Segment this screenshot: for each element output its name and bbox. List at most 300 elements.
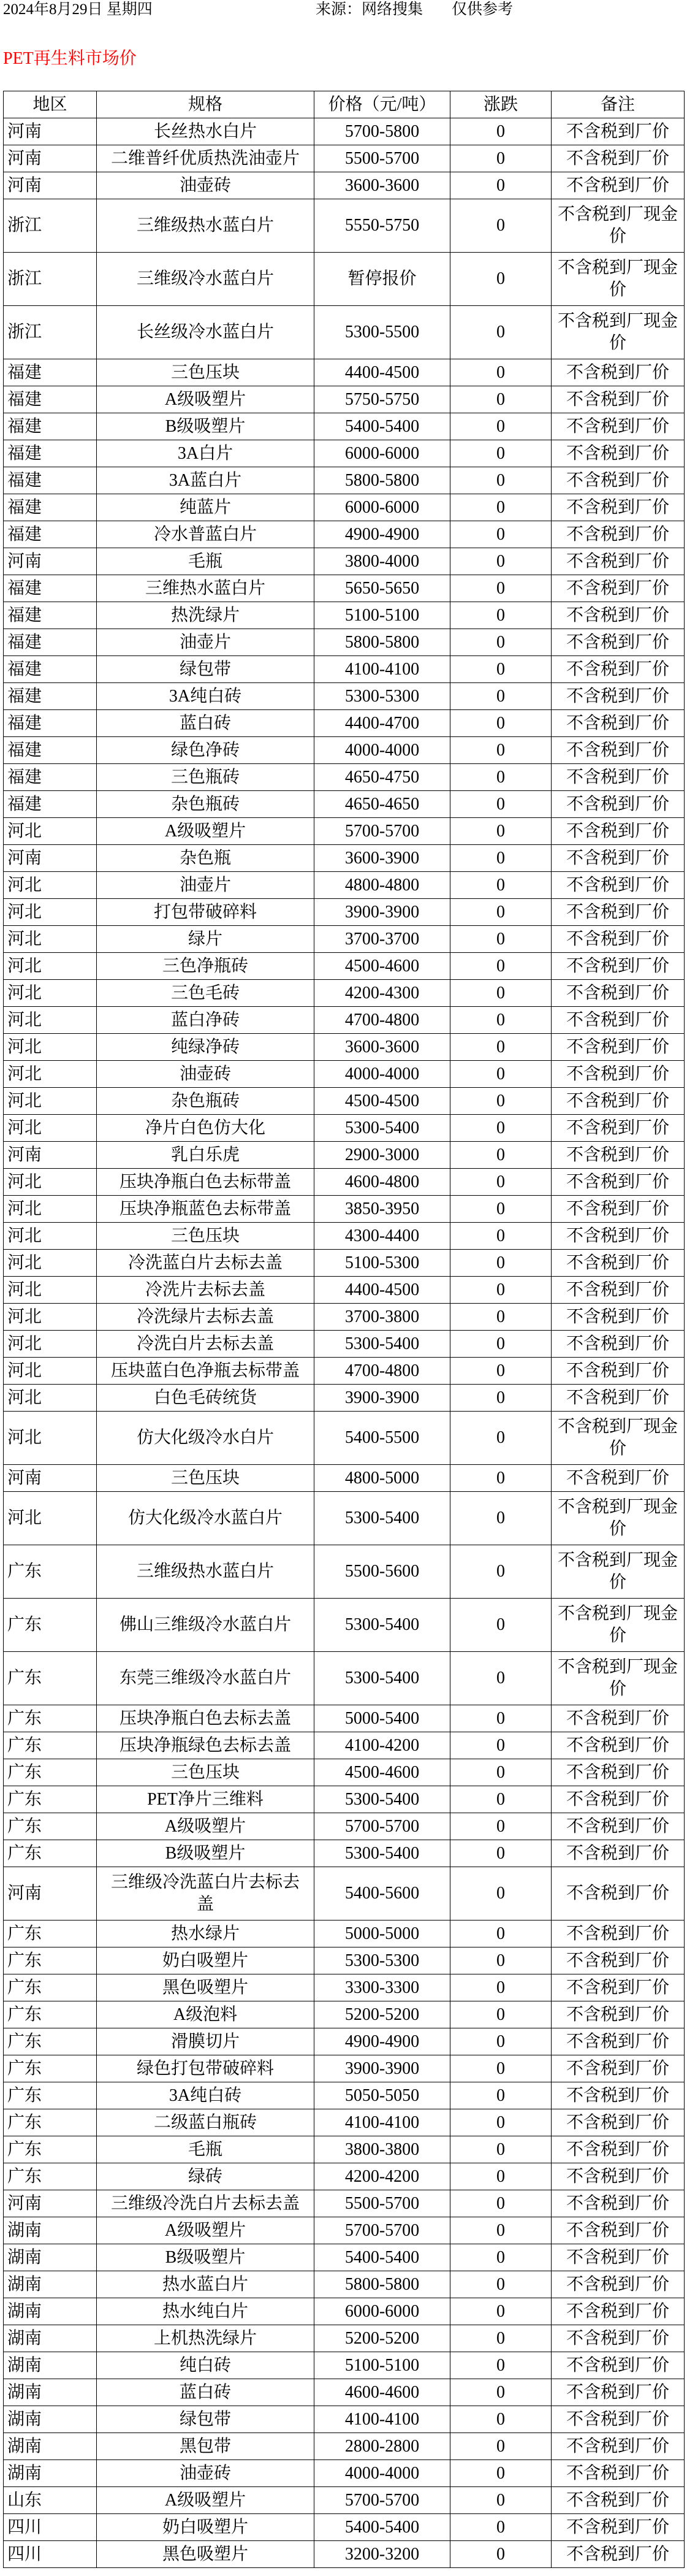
cell-region: 河北 [4, 1169, 97, 1196]
cell-price: 4600-4600 [314, 2379, 450, 2406]
cell-price: 4400-4500 [314, 359, 450, 386]
table-row [4, 199, 685, 253]
cell-spec: 佛山三维级冷水蓝白片 [97, 1599, 314, 1652]
table-row [4, 2217, 685, 2244]
cell-change: 0 [450, 467, 552, 494]
cell-price: 6000-6000 [314, 494, 450, 521]
cell-price: 4650-4750 [314, 764, 450, 791]
cell-change: 0 [450, 629, 552, 656]
cell-spec: 仿大化级冷水白片 [97, 1412, 314, 1465]
cell-change: 0 [450, 2271, 552, 2298]
cell-price: 5750-5750 [314, 386, 450, 413]
cell-remark: 不含税到厂价 [552, 2541, 685, 2568]
cell-remark: 不含税到厂价 [552, 980, 685, 1007]
cell-change: 0 [450, 118, 552, 145]
cell-change: 0 [450, 1277, 552, 1304]
cell-region: 广东 [4, 2028, 97, 2055]
cell-change: 0 [450, 1840, 552, 1867]
cell-price: 3300-3300 [314, 1974, 450, 2001]
table-row [4, 386, 685, 413]
cell-remark: 不含税到厂价 [552, 1974, 685, 2001]
cell-region: 河南 [4, 2190, 97, 2217]
cell-price: 3600-3600 [314, 172, 450, 199]
table-row [4, 1385, 685, 1412]
cell-remark: 不含税到厂价 [552, 602, 685, 629]
cell-change: 0 [450, 2487, 552, 2514]
table-row [4, 710, 685, 737]
cell-change: 0 [450, 602, 552, 629]
cell-remark: 不含税到厂价 [552, 1331, 685, 1358]
cell-region: 福建 [4, 359, 97, 386]
cell-spec: 三色压块 [97, 359, 314, 386]
cell-region: 湖南 [4, 2352, 97, 2379]
cell-change: 0 [450, 872, 552, 899]
cell-spec: 黑色吸塑片 [97, 2541, 314, 2568]
cell-region: 福建 [4, 737, 97, 764]
table-row [4, 1250, 685, 1277]
cell-spec: 3A蓝白片 [97, 467, 314, 494]
cell-region: 山东 [4, 2487, 97, 2514]
table-row [4, 172, 685, 199]
cell-price: 4500-4600 [314, 1759, 450, 1786]
cell-spec: 三维级冷洗蓝白片去标去盖 [97, 1867, 314, 1921]
cell-price: 2900-3000 [314, 1142, 450, 1169]
cell-spec: 冷洗片去标去盖 [97, 1277, 314, 1304]
cell-region: 河北 [4, 1358, 97, 1385]
cell-change: 0 [450, 548, 552, 575]
cell-remark: 不含税到厂价 [552, 1196, 685, 1223]
cell-spec: A级吸塑片 [97, 2487, 314, 2514]
cell-spec: 蓝白砖 [97, 2379, 314, 2406]
cell-change: 0 [450, 2406, 552, 2433]
column-header-price: 价格（元/吨） [314, 91, 450, 118]
cell-spec: 热水纯白片 [97, 2298, 314, 2325]
cell-spec: 打包带破碎料 [97, 899, 314, 926]
cell-spec: A级泡料 [97, 2001, 314, 2028]
cell-price: 4700-4800 [314, 1007, 450, 1034]
cell-spec: 绿包带 [97, 656, 314, 683]
table-row [4, 1277, 685, 1304]
cell-price: 暂停报价 [314, 253, 450, 306]
cell-region: 广东 [4, 1705, 97, 1732]
cell-region: 福建 [4, 764, 97, 791]
cell-remark: 不含税到厂价 [552, 413, 685, 440]
cell-region: 湖南 [4, 2379, 97, 2406]
cell-change: 0 [450, 1652, 552, 1705]
cell-price: 5700-5800 [314, 118, 450, 145]
cell-region: 浙江 [4, 199, 97, 253]
cell-price: 5000-5000 [314, 1921, 450, 1947]
cell-price: 5800-5800 [314, 629, 450, 656]
table-row [4, 2433, 685, 2460]
cell-price: 4500-4600 [314, 953, 450, 980]
cell-region: 河北 [4, 1223, 97, 1250]
cell-change: 0 [450, 2109, 552, 2136]
table-row [4, 359, 685, 386]
cell-change: 0 [450, 1034, 552, 1061]
cell-region: 河北 [4, 818, 97, 845]
cell-change: 0 [450, 359, 552, 386]
table-row [4, 1034, 685, 1061]
cell-region: 四川 [4, 2541, 97, 2568]
column-header-spec: 规格 [97, 91, 314, 118]
cell-change: 0 [450, 494, 552, 521]
cell-price: 5000-5400 [314, 1705, 450, 1732]
cell-remark: 不含税到厂价 [552, 737, 685, 764]
table-row [4, 1196, 685, 1223]
cell-remark: 不含税到厂价 [552, 2217, 685, 2244]
cell-price: 5400-5400 [314, 2244, 450, 2271]
cell-spec: 纯绿净砖 [97, 1034, 314, 1061]
table-row [4, 2163, 685, 2190]
cell-remark: 不含税到厂价 [552, 764, 685, 791]
cell-change: 0 [450, 2055, 552, 2082]
cell-region: 广东 [4, 1759, 97, 1786]
table-row [4, 548, 685, 575]
cell-region: 河南 [4, 1465, 97, 1492]
table-row [4, 1759, 685, 1786]
cell-remark: 不含税到厂价 [552, 1840, 685, 1867]
cell-region: 广东 [4, 2163, 97, 2190]
table-row [4, 791, 685, 818]
cell-change: 0 [450, 1492, 552, 1545]
cell-remark: 不含税到厂现金价 [552, 1545, 685, 1599]
table-row [4, 2487, 685, 2514]
cell-remark: 不含税到厂价 [552, 1088, 685, 1115]
table-row [4, 737, 685, 764]
table-row [4, 306, 685, 359]
cell-change: 0 [450, 1759, 552, 1786]
table-row [4, 764, 685, 791]
cell-change: 0 [450, 2001, 552, 2028]
cell-region: 广东 [4, 1921, 97, 1947]
cell-spec: 长丝级冷水蓝白片 [97, 306, 314, 359]
column-header-region: 地区 [4, 91, 97, 118]
cell-spec: 仿大化级冷水蓝白片 [97, 1492, 314, 1545]
cell-price: 4200-4300 [314, 980, 450, 1007]
cell-remark: 不含税到厂价 [552, 1250, 685, 1277]
cell-remark: 不含税到厂价 [552, 2514, 685, 2541]
cell-remark: 不含税到厂价 [552, 1385, 685, 1412]
table-row [4, 1599, 685, 1652]
cell-spec: 二级蓝白瓶砖 [97, 2109, 314, 2136]
cell-spec: 压块蓝白色净瓶去标带盖 [97, 1358, 314, 1385]
table-row [4, 1115, 685, 1142]
cell-price: 3800-3800 [314, 2136, 450, 2163]
cell-change: 0 [450, 1732, 552, 1759]
cell-spec: 绿片 [97, 926, 314, 953]
cell-remark: 不含税到厂价 [552, 1007, 685, 1034]
cell-spec: 冷洗白片去标去盖 [97, 1331, 314, 1358]
cell-spec: 三色压块 [97, 1223, 314, 1250]
cell-remark: 不含税到厂现金价 [552, 1412, 685, 1465]
cell-spec: 压块净瓶蓝色去标带盖 [97, 1196, 314, 1223]
table-row [4, 1840, 685, 1867]
cell-price: 3600-3900 [314, 845, 450, 872]
cell-region: 河北 [4, 1492, 97, 1545]
cell-remark: 不含税到厂价 [552, 494, 685, 521]
cell-region: 河南 [4, 172, 97, 199]
cell-price: 5100-5300 [314, 1250, 450, 1277]
cell-region: 河北 [4, 980, 97, 1007]
table-row [4, 2298, 685, 2325]
cell-region: 广东 [4, 1732, 97, 1759]
cell-remark: 不含税到厂价 [552, 145, 685, 172]
cell-remark: 不含税到厂价 [552, 2163, 685, 2190]
cell-spec: 压块净瓶白色去标带盖 [97, 1169, 314, 1196]
cell-price: 4000-4000 [314, 1061, 450, 1088]
cell-price: 4900-4900 [314, 2028, 450, 2055]
cell-price: 3700-3800 [314, 1304, 450, 1331]
cell-region: 湖南 [4, 2325, 97, 2352]
cell-remark: 不含税到厂价 [552, 2001, 685, 2028]
cell-change: 0 [450, 845, 552, 872]
cell-remark: 不含税到厂价 [552, 1142, 685, 1169]
cell-change: 0 [450, 926, 552, 953]
cell-price: 5050-5050 [314, 2082, 450, 2109]
cell-spec: 3A纯白砖 [97, 2082, 314, 2109]
cell-region: 河北 [4, 1088, 97, 1115]
cell-remark: 不含税到厂价 [552, 2487, 685, 2514]
cell-spec: A级吸塑片 [97, 1813, 314, 1840]
cell-spec: 冷洗蓝白片去标去盖 [97, 1250, 314, 1277]
cell-price: 5300-5400 [314, 1652, 450, 1705]
cell-spec: 油壶砖 [97, 2460, 314, 2487]
cell-change: 0 [450, 899, 552, 926]
cell-spec: 乳白乐虎 [97, 1142, 314, 1169]
cell-region: 河北 [4, 1034, 97, 1061]
table-row [4, 2190, 685, 2217]
table-row [4, 2514, 685, 2541]
table-row [4, 413, 685, 440]
cell-price: 4800-5000 [314, 1465, 450, 1492]
cell-remark: 不含税到厂价 [552, 172, 685, 199]
cell-price: 5800-5800 [314, 467, 450, 494]
cell-region: 福建 [4, 602, 97, 629]
cell-change: 0 [450, 953, 552, 980]
cell-change: 0 [450, 199, 552, 253]
cell-change: 0 [450, 413, 552, 440]
cell-region: 河南 [4, 1142, 97, 1169]
cell-price: 3900-3900 [314, 1385, 450, 1412]
disclaimer-label: 仅供参考 [452, 1, 514, 18]
table-row [4, 2406, 685, 2433]
cell-price: 5300-5400 [314, 1786, 450, 1813]
cell-remark: 不含税到厂价 [552, 1169, 685, 1196]
cell-spec: 热水蓝白片 [97, 2271, 314, 2298]
cell-region: 湖南 [4, 2271, 97, 2298]
table-row [4, 602, 685, 629]
cell-price: 5700-5700 [314, 1813, 450, 1840]
table-row [4, 1492, 685, 1545]
cell-change: 0 [450, 1304, 552, 1331]
cell-region: 河北 [4, 1196, 97, 1223]
cell-remark: 不含税到厂价 [552, 1947, 685, 1974]
cell-change: 0 [450, 980, 552, 1007]
cell-change: 0 [450, 2217, 552, 2244]
cell-price: 4000-4000 [314, 2460, 450, 2487]
cell-remark: 不含税到厂价 [552, 2055, 685, 2082]
cell-region: 河北 [4, 899, 97, 926]
cell-spec: B级吸塑片 [97, 2244, 314, 2271]
cell-region: 四川 [4, 2514, 97, 2541]
cell-change: 0 [450, 2244, 552, 2271]
cell-spec: 纯白砖 [97, 2352, 314, 2379]
cell-spec: 杂色瓶砖 [97, 1088, 314, 1115]
cell-change: 0 [450, 683, 552, 710]
cell-price: 5300-5400 [314, 1599, 450, 1652]
cell-price: 5400-5400 [314, 413, 450, 440]
cell-remark: 不含税到厂价 [552, 2325, 685, 2352]
cell-spec: 热洗绿片 [97, 602, 314, 629]
cell-change: 0 [450, 1250, 552, 1277]
cell-remark: 不含税到厂价 [552, 1358, 685, 1385]
cell-remark: 不含税到厂价 [552, 1115, 685, 1142]
cell-spec: 绿色净砖 [97, 737, 314, 764]
cell-change: 0 [450, 2190, 552, 2217]
table-row [4, 2136, 685, 2163]
cell-spec: 油壶片 [97, 629, 314, 656]
cell-spec: 压块净瓶绿色去标去盖 [97, 1732, 314, 1759]
cell-change: 0 [450, 2541, 552, 2568]
table-row [4, 2001, 685, 2028]
cell-price: 5200-5200 [314, 2325, 450, 2352]
cell-remark: 不含税到厂价 [552, 2406, 685, 2433]
cell-remark: 不含税到厂价 [552, 1867, 685, 1921]
cell-change: 0 [450, 172, 552, 199]
cell-change: 0 [450, 1331, 552, 1358]
cell-region: 广东 [4, 1947, 97, 1974]
cell-change: 0 [450, 1786, 552, 1813]
cell-spec: 二维普纤优质热洗油壶片 [97, 145, 314, 172]
cell-spec: A级吸塑片 [97, 386, 314, 413]
cell-price: 5500-5700 [314, 2190, 450, 2217]
cell-remark: 不含税到厂现金价 [552, 1492, 685, 1545]
cell-spec: 三色毛砖 [97, 980, 314, 1007]
table-row [4, 2109, 685, 2136]
cell-remark: 不含税到厂价 [552, 656, 685, 683]
table-row [4, 656, 685, 683]
table-row [4, 2028, 685, 2055]
cell-region: 河北 [4, 872, 97, 899]
table-row [4, 494, 685, 521]
cell-region: 广东 [4, 1974, 97, 2001]
cell-change: 0 [450, 440, 552, 467]
table-row [4, 980, 685, 1007]
cell-spec: 蓝白净砖 [97, 1007, 314, 1034]
table-row [4, 872, 685, 899]
cell-region: 广东 [4, 1545, 97, 1599]
table-row [4, 253, 685, 306]
table-row [4, 818, 685, 845]
cell-change: 0 [450, 2163, 552, 2190]
cell-spec: 杂色瓶砖 [97, 791, 314, 818]
cell-spec: 油壶片 [97, 872, 314, 899]
cell-price: 5800-5800 [314, 2271, 450, 2298]
table-row [4, 1331, 685, 1358]
cell-change: 0 [450, 575, 552, 602]
cell-spec: 毛瓶 [97, 548, 314, 575]
cell-region: 福建 [4, 791, 97, 818]
table-row [4, 2244, 685, 2271]
cell-price: 4400-4700 [314, 710, 450, 737]
cell-spec: 黑包带 [97, 2433, 314, 2460]
cell-price: 5500-5600 [314, 1545, 450, 1599]
cell-spec: 三色压块 [97, 1759, 314, 1786]
cell-region: 广东 [4, 1652, 97, 1705]
cell-price: 5300-5400 [314, 1840, 450, 1867]
cell-region: 湖南 [4, 2217, 97, 2244]
cell-remark: 不含税到厂价 [552, 2433, 685, 2460]
cell-remark: 不含税到厂价 [552, 2244, 685, 2271]
cell-remark: 不含税到厂价 [552, 2082, 685, 2109]
cell-change: 0 [450, 145, 552, 172]
cell-price: 3900-3900 [314, 2055, 450, 2082]
table-row [4, 1947, 685, 1974]
cell-region: 河北 [4, 1007, 97, 1034]
cell-change: 0 [450, 1705, 552, 1732]
cell-spec: 三色压块 [97, 1465, 314, 1492]
cell-remark: 不含税到厂价 [552, 2109, 685, 2136]
table-row [4, 440, 685, 467]
cell-remark: 不含税到厂价 [552, 521, 685, 548]
cell-remark: 不含税到厂价 [552, 2028, 685, 2055]
cell-remark: 不含税到厂价 [552, 575, 685, 602]
cell-price: 4200-4200 [314, 2163, 450, 2190]
cell-remark: 不含税到厂价 [552, 1465, 685, 1492]
cell-spec: PET净片三维料 [97, 1786, 314, 1813]
cell-spec: 3A纯白砖 [97, 683, 314, 710]
cell-change: 0 [450, 1947, 552, 1974]
table-row [4, 926, 685, 953]
cell-remark: 不含税到厂价 [552, 2136, 685, 2163]
cell-region: 福建 [4, 467, 97, 494]
cell-region: 河北 [4, 1331, 97, 1358]
cell-region: 福建 [4, 521, 97, 548]
cell-spec: 三维级热水蓝白片 [97, 1545, 314, 1599]
table-body [4, 118, 685, 2568]
cell-price: 5300-5400 [314, 1492, 450, 1545]
cell-price: 4800-4800 [314, 872, 450, 899]
cell-region: 福建 [4, 386, 97, 413]
cell-region: 广东 [4, 1840, 97, 1867]
cell-spec: 油壶砖 [97, 1061, 314, 1088]
table-row [4, 2082, 685, 2109]
cell-remark: 不含税到厂价 [552, 359, 685, 386]
cell-region: 湖南 [4, 2406, 97, 2433]
cell-region: 河北 [4, 1304, 97, 1331]
cell-change: 0 [450, 2028, 552, 2055]
cell-remark: 不含税到厂价 [552, 118, 685, 145]
cell-change: 0 [450, 791, 552, 818]
table-row [4, 1867, 685, 1921]
cell-change: 0 [450, 1921, 552, 1947]
cell-region: 广东 [4, 1786, 97, 1813]
cell-region: 福建 [4, 629, 97, 656]
cell-remark: 不含税到厂价 [552, 548, 685, 575]
cell-region: 湖南 [4, 2298, 97, 2325]
cell-change: 0 [450, 1169, 552, 1196]
table-row [4, 2325, 685, 2352]
cell-price: 5300-5400 [314, 1331, 450, 1358]
cell-price: 5700-5700 [314, 818, 450, 845]
cell-region: 河南 [4, 548, 97, 575]
cell-change: 0 [450, 1385, 552, 1412]
cell-spec: 杂色瓶 [97, 845, 314, 872]
table-row [4, 1142, 685, 1169]
cell-price: 3700-3700 [314, 926, 450, 953]
cell-change: 0 [450, 656, 552, 683]
